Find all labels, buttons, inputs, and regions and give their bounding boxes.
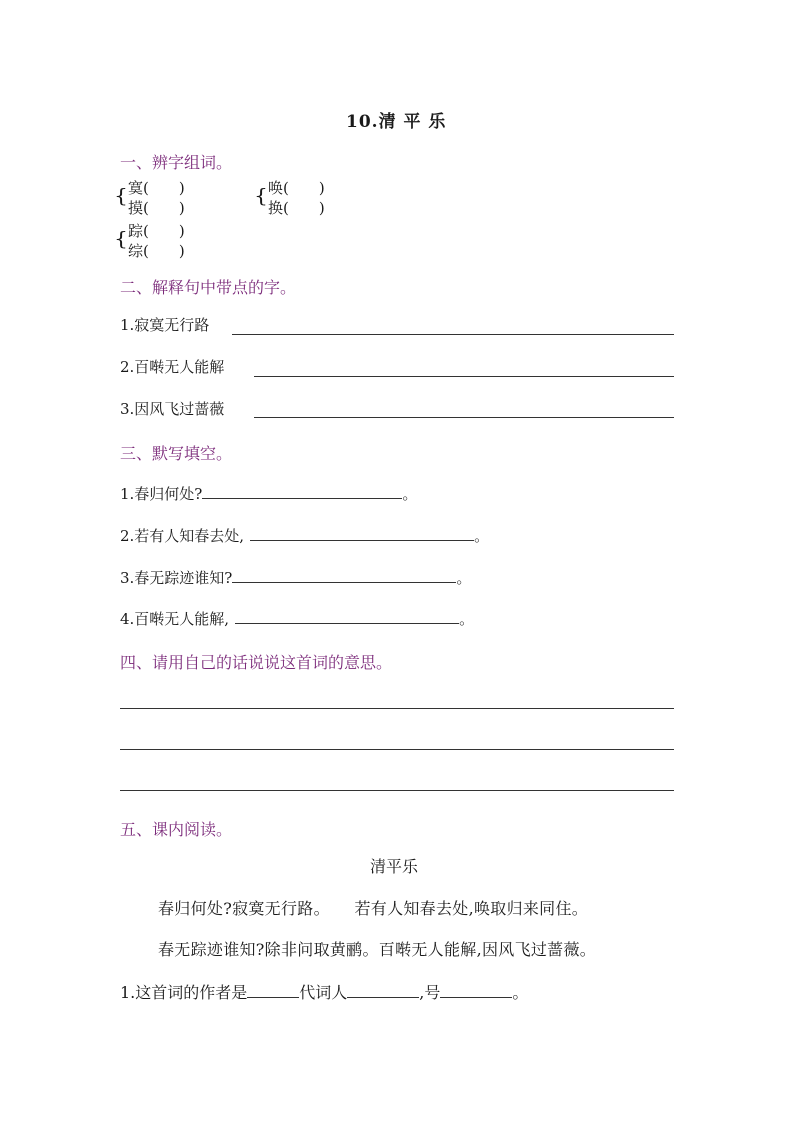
question-text: 1.寂寞无行路 (120, 316, 210, 334)
q-text: ,号 (419, 983, 441, 1002)
fill-blank-item (120, 567, 471, 588)
section-3-heading: 三、默写填空。 (120, 444, 233, 463)
q-text: 1.这首词的作者是 (120, 983, 248, 1002)
answer-line[interactable] (254, 376, 674, 377)
answer-line[interactable] (120, 790, 674, 791)
fill-suffix: 。 (456, 569, 472, 587)
word-option: 唤( ) (268, 179, 325, 197)
q-text: 。 (512, 983, 529, 1002)
blank-field[interactable] (232, 567, 456, 583)
fill-suffix: 。 (402, 485, 418, 503)
poem-line: 春无踪迹谁知?除非问取黄鹂。百啭无人能解,因风飞过蔷薇。 (158, 940, 597, 959)
word-option: 综( ) (128, 242, 185, 260)
fill-blank-item (120, 525, 489, 546)
poem-title: 清平乐 (370, 857, 419, 876)
fill-prefix: 3.春无踪迹谁知? (120, 569, 233, 587)
brace-icon: { (114, 228, 128, 251)
blank-field[interactable] (250, 525, 474, 541)
fill-suffix: 。 (459, 610, 475, 628)
word-option: 换( ) (268, 199, 325, 217)
brace-icon: { (254, 185, 268, 208)
word-option: 踪( ) (128, 222, 185, 240)
answer-line[interactable] (120, 708, 674, 709)
word-option: 摸( ) (128, 199, 185, 217)
section-1-heading: 一、辨字组词。 (120, 153, 233, 172)
reading-question (120, 982, 528, 1003)
q-text: 代词人 (299, 983, 348, 1002)
answer-line[interactable] (254, 417, 674, 418)
answer-line[interactable] (120, 749, 674, 750)
blank-field[interactable] (347, 982, 419, 998)
question-text: 2.百啭无人能解 (120, 358, 225, 376)
fill-prefix: 4.百啭无人能解, (120, 610, 230, 628)
section-5-heading: 五、课内阅读。 (120, 820, 233, 839)
section-4-heading: 四、请用自己的话说说这首词的意思。 (120, 653, 393, 672)
fill-prefix: 1.春归何处? (120, 485, 203, 503)
fill-prefix: 2.若有人知春去处, (120, 527, 245, 545)
blank-field[interactable] (440, 982, 512, 998)
fill-blank-item (120, 483, 417, 504)
fill-suffix: 。 (474, 527, 490, 545)
blank-field[interactable] (202, 483, 402, 499)
page-title: 10.清 平 乐 (346, 112, 447, 132)
question-text: 3.因风飞过蔷薇 (120, 400, 225, 418)
section-2-heading: 二、解释句中带点的字。 (120, 278, 297, 297)
blank-field[interactable] (235, 608, 459, 624)
brace-icon: { (114, 185, 128, 208)
fill-blank-item (120, 608, 474, 629)
answer-line[interactable] (232, 334, 674, 335)
word-option: 寞( ) (128, 179, 185, 197)
poem-line: 春归何处?寂寞无行路。 若有人知春去处,唤取归来同住。 (158, 899, 589, 918)
blank-field[interactable] (247, 982, 299, 998)
